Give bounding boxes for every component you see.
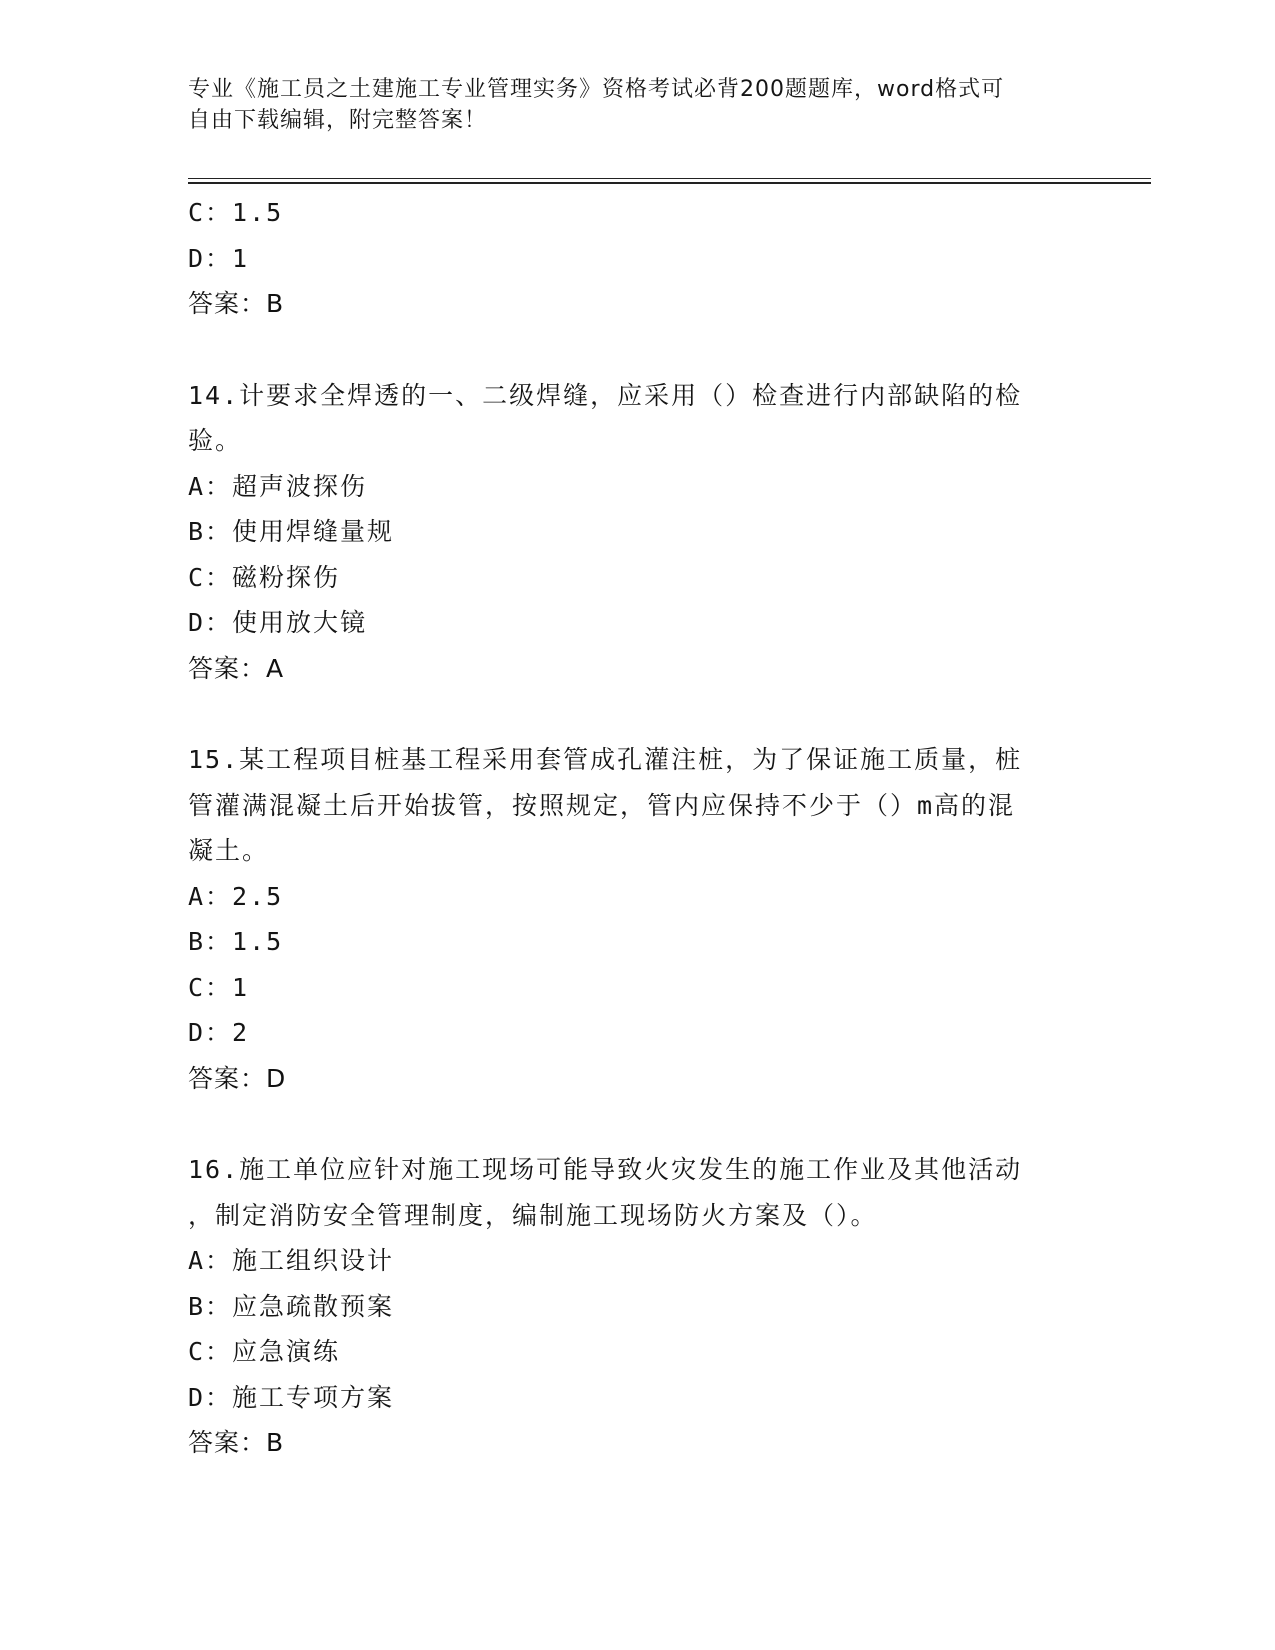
header-title-line-1: 专业《施工员之土建施工专业管理实务》资格考试必背200题题库，word格式可 <box>188 77 1005 102</box>
option-d: D：2 <box>188 1018 250 1047</box>
option-d: D：使用放大镜 <box>188 608 368 637</box>
previous-question-tail <box>188 190 1088 327</box>
question-16 <box>188 1147 1088 1466</box>
question-text-line: 14.计要求全焊透的一、二级焊缝，应采用（）检查进行内部缺陷的检 <box>188 380 1023 410</box>
answer-line: 答案：D <box>188 1063 287 1093</box>
header-divider-thin <box>188 178 1151 179</box>
answer-line: 答案：A <box>188 653 285 683</box>
option-c: C：应急演练 <box>188 1337 341 1366</box>
question-text-line: 凝土。 <box>188 836 270 865</box>
question-text-line: 16.施工单位应针对施工现场可能导致火灾发生的施工作业及其他活动 <box>188 1155 1023 1184</box>
question-15 <box>188 737 1088 1101</box>
option-d: D：1 <box>188 243 250 273</box>
option-a: A：施工组织设计 <box>188 1246 395 1275</box>
option-a: A：2.5 <box>188 881 284 911</box>
option-b: B：应急疏散预案 <box>188 1291 395 1321</box>
page-header <box>188 74 1068 136</box>
answer-line: 答案：B <box>188 289 285 318</box>
question-list <box>188 190 1088 1466</box>
option-a: A：超声波探伤 <box>188 471 368 501</box>
option-b: B：1.5 <box>188 927 284 956</box>
option-b: B：使用焊缝量规 <box>188 517 395 546</box>
answer-line: 答案：B <box>188 1428 285 1457</box>
question-text-line: 验。 <box>188 426 243 455</box>
header-title-line-2: 自由下载编辑，附完整答案！ <box>188 108 488 133</box>
question-14 <box>188 373 1088 692</box>
spacer <box>188 1101 1088 1147</box>
spacer <box>188 327 1088 373</box>
option-c: C：1 <box>188 972 250 1002</box>
question-text-line: 管灌满混凝土后开始拔管，按照规定，管内应保持不少于（）m高的混 <box>188 790 1016 820</box>
header-divider-thick <box>188 182 1151 184</box>
question-text-line: 15.某工程项目桩基工程采用套管成孔灌注桩，为了保证施工质量，桩 <box>188 745 1023 774</box>
spacer <box>188 691 1088 737</box>
option-c: C：磁粉探伤 <box>188 562 341 592</box>
option-d: D：施工专项方案 <box>188 1382 395 1412</box>
question-text-line: ，制定消防安全管理制度，编制施工现场防火方案及（）。 <box>188 1200 878 1230</box>
option-c: C：1.5 <box>188 198 284 227</box>
